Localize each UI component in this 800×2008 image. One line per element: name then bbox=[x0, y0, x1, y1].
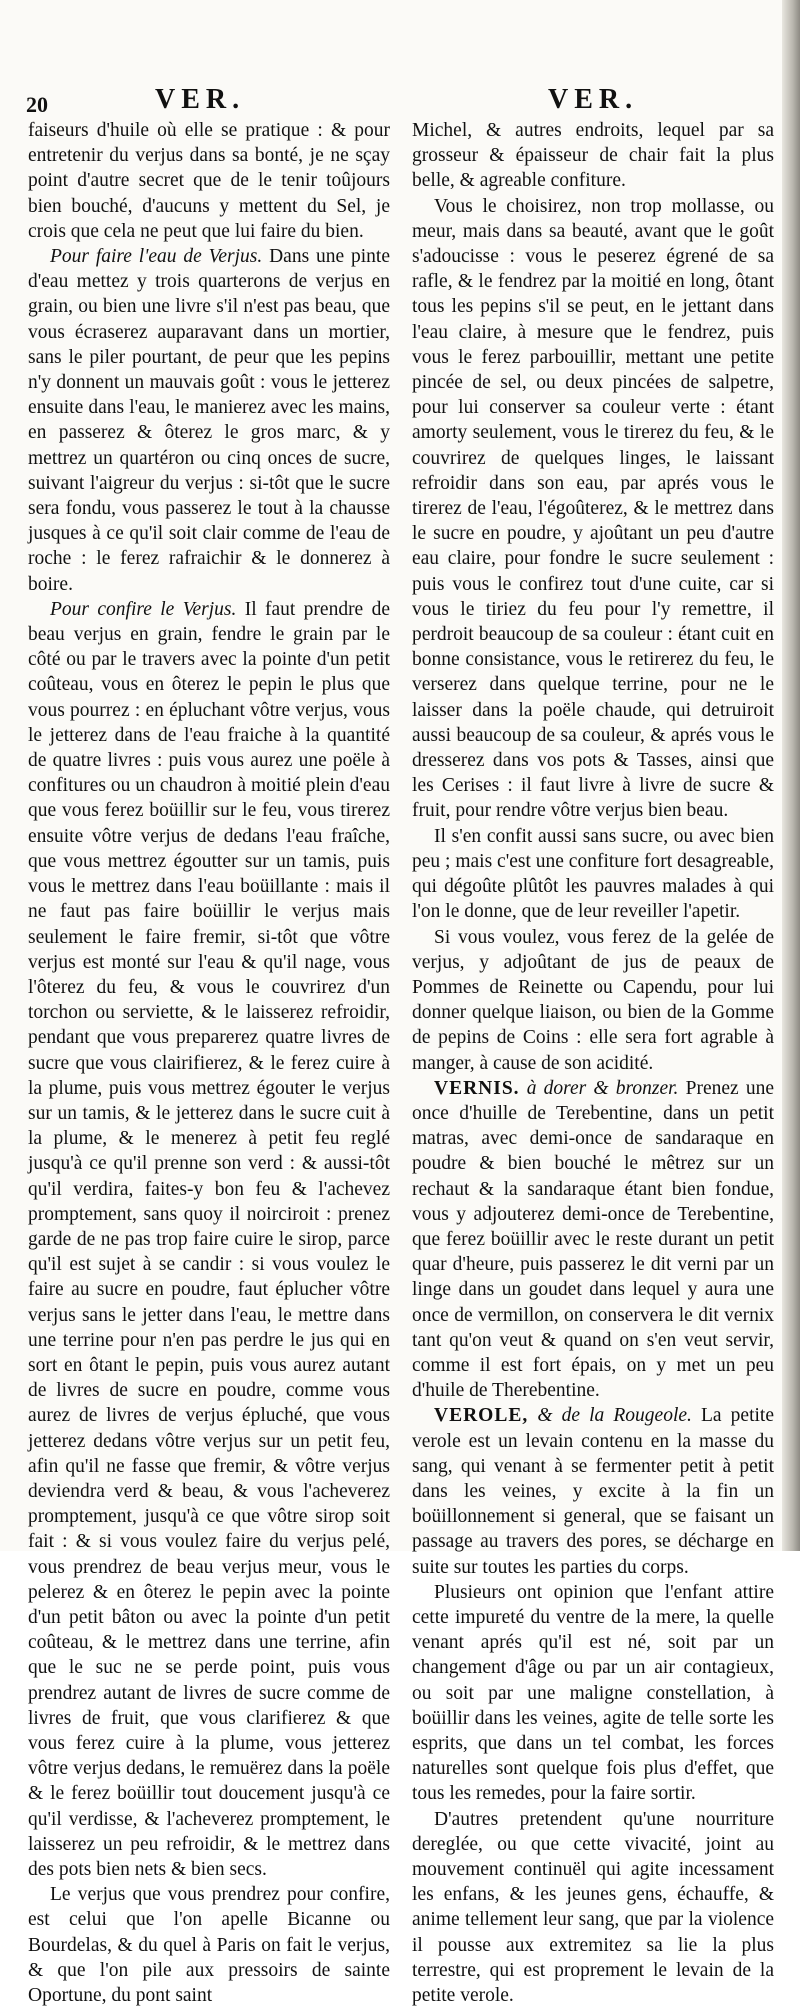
entry-headword: VERNIS. bbox=[434, 1077, 520, 1099]
paragraph-continuation: faiseurs d'huile où elle se pratique : & pour entretenir du verjus dans sa bonté, je ne sçay point d'autre secret que de le tenir toûjours bien bouché, d'aucuns y mettent du Sel, je crois que cela ne peut que lui faire du bien. bbox=[28, 120, 390, 242]
paragraph-plusieurs: Plusieurs ont opinion que l'enfant attire cette impureté du ventre de la mere, la quelle venant aprés qu'il est né, soit par un changement d'âge ou par un air contagieux, ou soit par une maligne constellation, à boüillir dans les veines, agite de telle sorte les esprits, que dans un tel combat, les forces naturelles sont quelque fois plus d'effet, que tous les remedes, pour la faire sortir. bbox=[412, 1581, 774, 1805]
entry-vernis bbox=[412, 1076, 774, 1404]
right-column bbox=[412, 118, 774, 2007]
page-number: 20 bbox=[26, 92, 48, 117]
left-column bbox=[28, 118, 390, 2007]
paragraph-continuation: Michel, & autres endroits, lequel par sa grosseur & épaisseur de chair fait la plus belle, & agreable confiture. bbox=[412, 120, 774, 192]
entry-subtitle: à dorer & bronzer. bbox=[519, 1077, 679, 1099]
binding-edge bbox=[782, 0, 800, 1551]
paragraph-sans-sucre: Il s'en confit aussi sans sucre, ou avec bien peu ; mais c'est une confiture fort desagreable, qui dégoûte plûtôt les pauvres malades à qui l'on le donne, que de leur reveiller l'apetir. bbox=[412, 825, 774, 923]
recipe-body: Il faut prendre de beau verjus en grain, fendre le grain par le côté ou par le travers avec la pointe d'un petit coûteau, vous en ôterez le pepin le plus que vous pourrez : en épluchant vôtre verjus, vous le jetterez dans de l'eau fraiche à la quantité de quatre livres : puis vous aurez une poële à confitures ou un chaudron à moitié plein d'eau que vous ferez boüillir sur le feu, vous tirerez ensuite vôtre verjus de dedans l'eau fraîche, que vous mettrez égoutter sur un tamis, puis vous le mettrez dans l'eau boüillante : mais il ne faut pas faire boüillir le verjus mais seulement le faire fremir, si-tôt que vôtre verjus est monté sur l'eau & qu'il nage, vous l'ôterez du feu, & vous le couvrirez d'un torchon ou serviette, & le laisserez refroidir, pendant que vous preparerez quatre livres de sucre que vous clairifierez, & le ferez cuire à la plume, puis vous mettrez égouter le verjus sur un tamis, & le jetterez dans le sucre cuit à la plume, & le menerez à petit feu reglé jusqu'à ce qu'il prenne son verd : & aussi-tôt qu'il verdira, faites-y bon feu & l'achevez promptement, sans quoy il noirciroit : prenez garde de ne pas trop faire cuire le sirop, parce qu'il est sujet à se candir : si vous voulez le faire au sucre en poudre, faut éplucher vôtre verjus sans le jetter dans l'eau, le mettre dans une terrine pour n'en pas perdre le jus qui en sort en ôtant le pepin, puis vous aurez autant de livres de sucre en poudre, comme vous aurez de livres de verjus épluché, que vous jetterez dedans vôtre verjus sur un petit feu, afin qu'il ne fasse que fremir, & vôtre verjus deviendra verd & beau, & vous l'acheverez promptement, jusqu'à ce que vôtre sirop soit fait : & si vous voulez faire du verjus pelé, vous prendrez de beau verjus meur, vous le pelerez & en ôterez le pepin avec la pointe d'un petit bâton ou avec la pointe d'un petit coûteau, & le mettrez dans une terrine, afin que le suc ne se perde point, puis vous prendrez autant de livres de sucre comme de livres de fruit, que vous clarifierez & que vous ferez cuire à la plume, vous jetterez vôtre verjus dedans, le remuërez dans la poële & le ferez boüillir tout doucement jusqu'à ce qu'il verdisse, & l'acheverez promptement, le laisserez un peu refroidir, & le mettrez dans des pots bien nets & bien secs. bbox=[28, 598, 390, 1881]
running-head-right: VER. bbox=[548, 84, 639, 115]
entry-verole bbox=[412, 1403, 774, 1579]
paragraph-bicanne: Le verjus que vous prendrez pour confire, est celui que l'on apelle Bicanne ou Bourdelas, & du quel à Paris on fait le verjus, & que l'on pile aux pressoirs de sainte Oportune, du pont saint bbox=[28, 1884, 390, 2007]
paragraph-confire-verjus bbox=[28, 597, 390, 1882]
paragraph-eau-de-verjus bbox=[28, 244, 390, 597]
entry-subtitle: & de la Rougeole. bbox=[528, 1405, 692, 1427]
paragraph-gelee: Si vous voulez, vous ferez de la gelée de verjus, y adjoûtant de jus de peaux de Pommes de Reinette ou Capendu, pour lui donner quelque liaison, ou bien de la Gomme de pepins de Coins : elle sera fort agrable à manger, à cause de son acidité. bbox=[412, 926, 774, 1074]
entry-body: Prenez une once d'huille de Terebentine, dans un petit matras, avec demi-once de sandaraque en poudre & bien bouché le mêtrez sur un rechaut & la sandaraque étant bien fondue, vous y adjouterez demi-once de Terebentine, que ferez boüillir avec le reste durant un petit quar d'heure, puis passerez le dit verni par un linge dans un goudet dans lequel y aura une once de vermillon, on conservera le dit vernix tant qu'on veut & quand on s'en veut servir, comme il est fort épais, on y met un peu d'huile de Therebentine. bbox=[412, 1077, 774, 1402]
paragraph-choisir: Vous le choisirez, non trop mollasse, ou meur, mais dans sa beauté, avant que le goût s'adoucisse : vous le peserez égrené de sa rafle, & le fendrez par la moitié en long, ôtant tous les pepins s'il se peut, en le jettant dans l'eau claire, à mesure que le fendrez, puis vous le ferez parbouillir, mettant une petite pincée de sel, ou deux pincées de salpetre, pour lui conserver sa couleur verte : étant amorty seulement, vous le tirerez du feu, & le couvrirez de quelques linges, le laissant refroidir dans son eau, par aprés vous le tirerez de l'eau, l'égoûterez, & le mettrez dans le sucre en poudre, y ajoûtant un peu d'autre eau claire, pour fondre le sucre seulement : puis vous le confirez tout d'une cuite, car si vous le tiriez du feu pour l'y remettre, il perdroit beaucoup de sa couleur : étant cuit en bonne consistance, vous le retirerez du feu, le verserez dans quelque terrine, pour ne le laisser dans la poële chaude, qui detruiroit aussi beaucoup de sa couleur, & aprés vous le dresserez dans vos pots & Tasses, ainsi que les Cerises : il faut livre à livre de sucre & fruit, pour rendre vôtre verjus bien beau. bbox=[412, 195, 774, 822]
entry-headword: VEROLE, bbox=[434, 1405, 529, 1427]
paragraph-dautres: D'autres pretendent qu'une nourriture dereglée, ou que cette vivacité, joint au mouvement continuël qui agite incessament les enfans, & les jeunes gens, échauffe, & anime tellement leur sang, que par la violence il pousse aux extremitez sa lie la plus terrestre, qui est proprement le levain de la petite verole. bbox=[412, 1808, 774, 2007]
recipe-title: Pour confire le Verjus. bbox=[50, 598, 237, 620]
entry-body: La petite verole est un levain contenu en la masse du sang, qui venant à se fermenter petit à petit dans les veines, y excite à la fin un boüillonnement si general, que se faisant un passage au travers des pores, se décharge en suite sur toutes les parties du corps. bbox=[412, 1405, 774, 1578]
recipe-body: Dans une pinte d'eau mettez y trois quarterons de verjus en grain, ou bien une livre s'il n'est pas beau, que vous écraserez auparavant dans un mortier, sans le piler pourtant, de peur que les pepins n'y donnent un mauvais goût : vous le jetterez ensuite dans l'eau, le manierez avec les mains, en passerez & ôterez le gros marc, & y mettrez un quartéron ou cinq onces de sucre, suivant l'aigreur du verjus : si-tôt que le sucre sera fondu, vous passerez le tout à la chausse jusques à ce qu'il soit clair comme de l'eau de roche : le ferez rafraichir & le donnerez à boire. bbox=[28, 246, 390, 595]
recipe-title: Pour faire l'eau de Verjus. bbox=[50, 246, 263, 268]
running-head-left: VER. bbox=[155, 84, 246, 115]
